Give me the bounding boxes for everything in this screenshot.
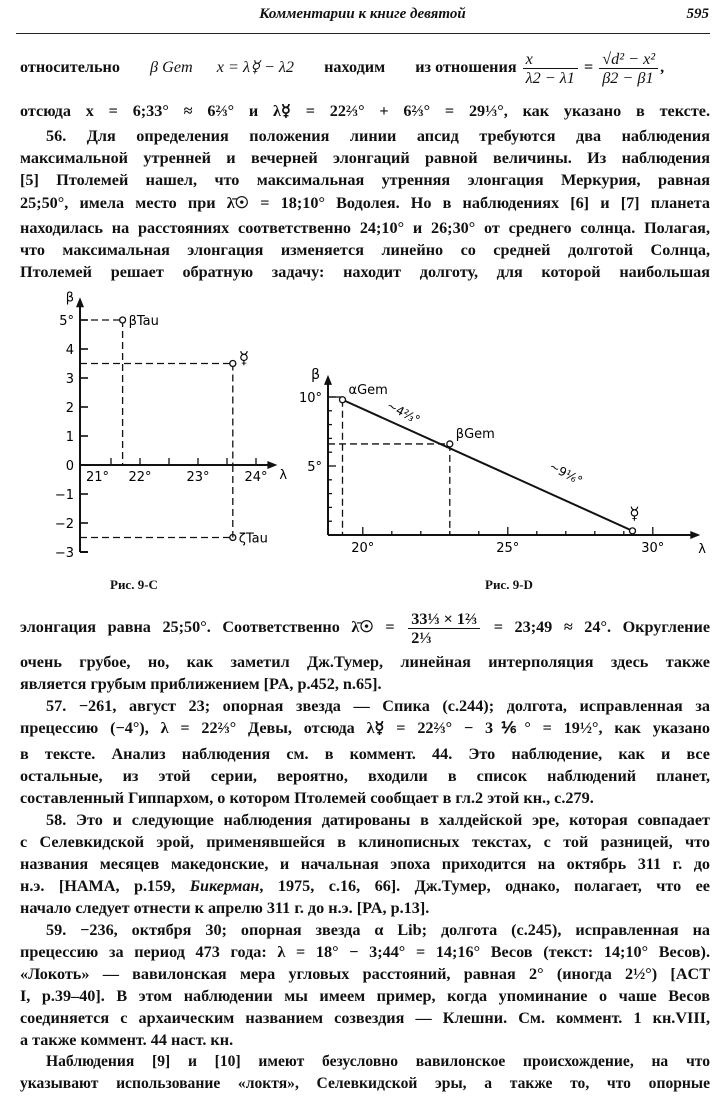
- data-point: [120, 317, 126, 323]
- text-line: 25;50°, имела место при λ̄☉ = 18;10° Водолея. Но в наблюдениях [6] и [7] планета: [20, 194, 710, 212]
- y-axis-arrow: [76, 297, 84, 307]
- point-label: βTau: [128, 314, 159, 329]
- y-axis-arrow: [324, 375, 332, 385]
- text-line: прецессию за период 473 года: λ = 18° − 3;44° = 14;16° Весов (текст: 14;10° Весов).: [20, 943, 710, 961]
- text-line: составленный Гиппархом, о котором Птолемей сообщает в гл.2 этой кн., с.279.: [20, 789, 594, 807]
- x-axis-arrow: [267, 461, 277, 469]
- page-number: 595: [686, 6, 709, 22]
- x-tick-label: 23°: [186, 470, 210, 485]
- point-label: ☿: [629, 503, 640, 524]
- text: элонгация равна 25;50°. Соответственно λ̄☉ =: [20, 618, 395, 636]
- text-line: 59. −236, октября 30; опорная звезда α Lib; долгота (с.245), исправленная на: [46, 921, 710, 939]
- text: из отношения: [415, 58, 517, 77]
- text-line: Птолемей решает обратную задачу: находит долготу, для которой наибольшая: [20, 263, 710, 281]
- x-tick-label: 25°: [496, 541, 520, 556]
- text-line: находилась на расстояниях соответственно 24;10° и 26;30° от среднего солнца. Полагая,: [20, 219, 710, 237]
- x-tick-label: 21°: [86, 470, 110, 485]
- text-line: прецессию (−4°), λ = 22⅔° Девы, отсюда λ☿ = 22⅔° − 3⅙° = 19½°, как указано: [20, 719, 710, 737]
- text-line: в тексте. Анализ наблюдения см. в коммент. 44. Это наблюдение, как и все: [20, 745, 710, 763]
- fraction-1: [523, 50, 578, 87]
- comma: ,: [660, 58, 665, 77]
- text-line: начало следует отнести к апрелю 311 г. до н.э. [PA, p.13].: [20, 899, 430, 917]
- annotation-segment-2: ~9⅙°: [546, 459, 585, 488]
- denominator: 2⅓: [411, 628, 432, 647]
- text-line: с Селевкидской эрой, применявшейся в клинописных текстах, с той разницей, что: [20, 833, 710, 851]
- text-line: что максимальная элонгация изменяется линейно со средней долготой Солнца,: [20, 241, 710, 259]
- y-tick-label: −1: [54, 488, 74, 503]
- numerator: √d² − x²: [599, 50, 658, 69]
- data-point: [630, 528, 636, 534]
- text-line: остальные, из этой серии, вероятно, входили в список наблюдений планет,: [20, 767, 710, 785]
- text-line: очень грубое, но, как заметил Дж.Тумер, линейная интерполяция здесь также: [20, 653, 710, 671]
- text-line: 57. −261, август 23; опорная звезда — Спика (с.244); долгота, исправленная за: [46, 697, 710, 715]
- figure-caption-9c: Рис. 9-C: [110, 577, 158, 592]
- running-header: [0, 0, 725, 32]
- x-tick-label: 22°: [128, 470, 152, 485]
- y-tick-label: 3: [65, 372, 74, 387]
- y-axis-label: β: [311, 366, 320, 383]
- numerator: x: [523, 50, 578, 69]
- text-line: 58. Это и следующие наблюдения датированы в халдейской эре, которая совпадает: [46, 811, 710, 829]
- x-equation: x = λ☿ − λ2: [216, 58, 295, 77]
- y-tick-label: 0: [65, 459, 74, 474]
- y-tick-label: 1: [65, 430, 74, 445]
- text: , 1975, с.16, 66]. Дж.Тумер, однако, полагает, что ее: [259, 877, 710, 895]
- text-line: указывают использование «локтя», Селевкидской эры, а также то, что опорные: [20, 1075, 710, 1092]
- beta-gem: β Gem: [150, 58, 193, 77]
- figure-9c: [40, 290, 288, 570]
- y-tick-label: 5°: [307, 460, 322, 475]
- x-tick-label: 30°: [641, 541, 665, 556]
- y-axis-label: β: [65, 290, 74, 306]
- x-tick-label: 24°: [244, 470, 268, 485]
- denominator: β2 − β1: [602, 69, 654, 87]
- text: н.э. [HAMA, p.159,: [20, 877, 176, 895]
- x-tick-label: 20°: [351, 541, 375, 556]
- point-label: ☿: [238, 348, 250, 369]
- y-tick-label: 5°: [59, 314, 74, 329]
- y-tick-label: 4: [65, 343, 74, 358]
- text-line: названия месяцев македонские, и начальная эпоха приходится на октябрь 311 г. до: [20, 855, 710, 873]
- text: относительно: [20, 58, 120, 77]
- running-title: Комментарии к книге девятой: [259, 6, 466, 22]
- point-label: βGem: [455, 426, 495, 442]
- data-point: [340, 397, 346, 403]
- x-axis-label: λ: [279, 468, 288, 483]
- formula-line: [20, 50, 710, 87]
- text-line: [5] Птолемей нашел, что максимальная утренняя элонгация Меркурия, равная: [20, 171, 710, 189]
- text-line: [20, 607, 710, 647]
- series-line: [343, 400, 633, 531]
- y-tick-label: 10°: [298, 391, 322, 406]
- text-line: I, p.39–40]. В этом наблюдении мы имеем пример, когда упоминание о чаше Весов: [20, 987, 710, 1005]
- numerator: 33⅓ × 1⅔: [408, 610, 480, 629]
- text-line: максимальной утренней и вечерней элонгаций равной величины. Из наблюдения: [20, 149, 710, 167]
- text-line: является грубым приближением [PA, p.452, n.65].: [20, 675, 382, 693]
- fraction-2: [599, 50, 658, 87]
- author-ref: Бикерман: [189, 877, 260, 895]
- x-axis-arrow: [690, 531, 700, 539]
- fraction: [408, 610, 480, 647]
- y-tick-label: −2: [54, 517, 74, 532]
- figure-caption-9d: Рис. 9-D: [485, 577, 533, 592]
- data-point: [230, 361, 236, 367]
- y-tick-label: −3: [54, 546, 74, 561]
- text-line: отсюда x = 6;33° ≈ 6⅔° и λ☿ = 22⅔° + 6⅔° = 29⅓°, как указано в тексте.: [20, 102, 710, 120]
- denominator: λ2 − λ1: [525, 69, 575, 87]
- text-line: а также коммент. 44 наст. кн.: [20, 1031, 234, 1049]
- point-label: ζTau: [238, 531, 268, 547]
- text-line: «Локоть» — вавилонская мера угловых расстояний, равная 2° (иногда 2½°) [ACT: [20, 965, 710, 983]
- annotation-segment-1: ~4⅔°: [384, 398, 423, 428]
- text-line: [20, 875, 710, 897]
- equals: =: [583, 58, 594, 77]
- text-line: соединяется с архаическим названием созвездия — Клешни. См. коммент. 1 кн.VIII,: [20, 1009, 710, 1027]
- point-label: αGem: [348, 382, 388, 398]
- text-line: 56. Для определения положения линии апсид требуются два наблюдения: [46, 127, 710, 145]
- x-axis-label: λ: [698, 542, 707, 557]
- y-tick-label: 2: [65, 401, 74, 416]
- figure-9d: [300, 345, 710, 570]
- text: находим: [324, 58, 386, 77]
- header-rule: [16, 33, 710, 34]
- data-point: [447, 441, 453, 447]
- text-line: Наблюдения [9] и [10] имеют безусловно вавилонское происхождение, на что: [46, 1053, 710, 1070]
- text: = 23;49 ≈ 24°. Округление: [493, 618, 711, 636]
